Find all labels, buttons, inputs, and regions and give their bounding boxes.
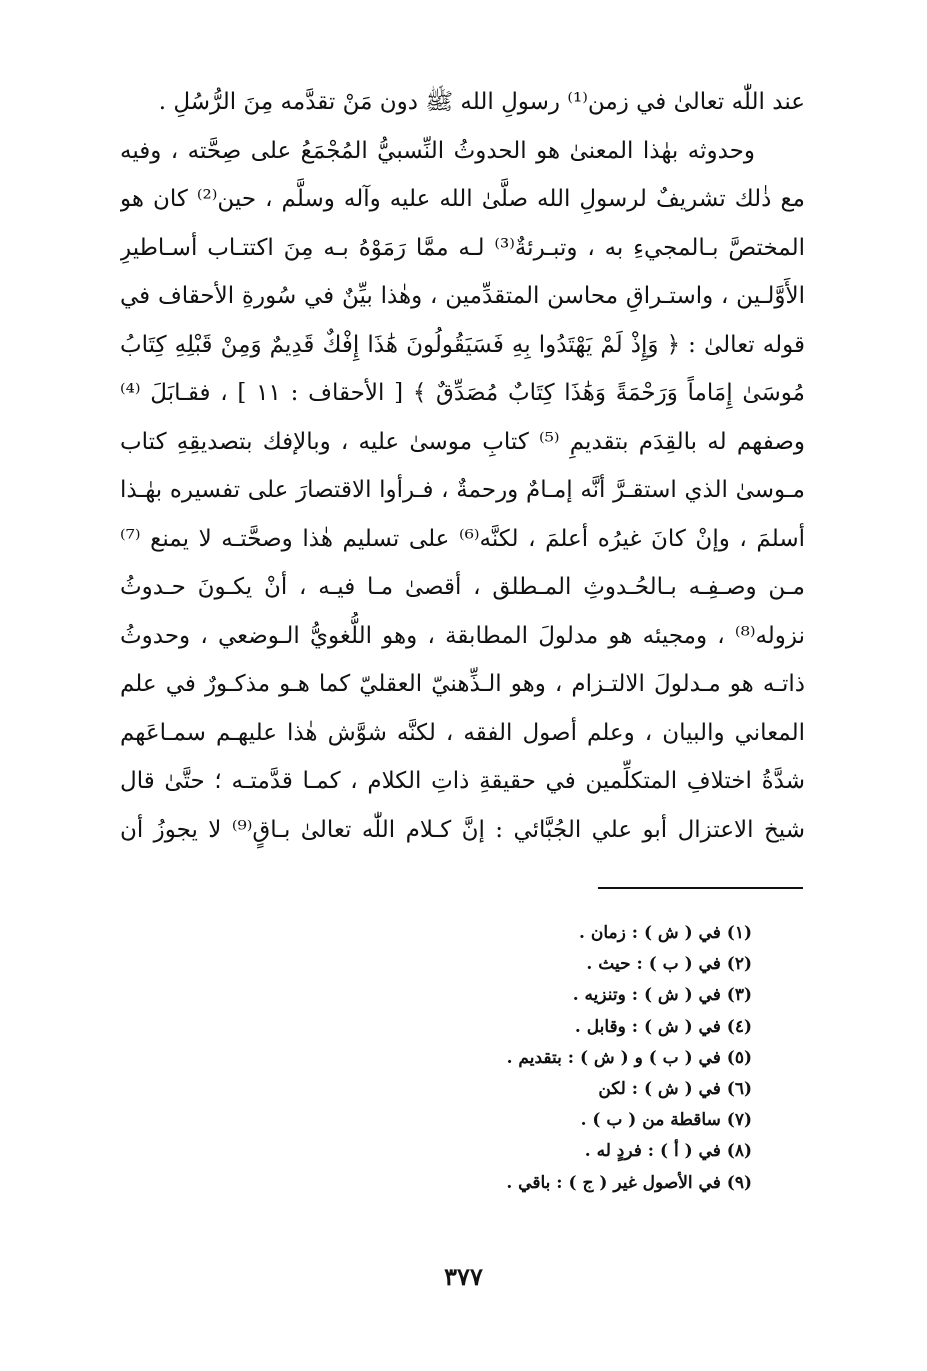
main-text [120,78,805,854]
footnote-divider [598,887,803,889]
footnote: (٢) في ( ب ) : حيث . [586,954,752,975]
text-line: مـن وصـفِـه بـالحُـدوثِ المـطلق ، أقصىٰ مـا فيـه ، أنْ يكـونَ حـدوثُ [120,574,805,600]
text-line: شيخ الاعتزال أبو علي الجُبَّائي : إنَّ كـلام اللّٰه تعالىٰ بـاقٍ⁽⁹⁾ لا يجوزُ أن [120,816,805,843]
text-line: وحدوثه بهٰذا المعنىٰ هو الحدوثُ النِّسبيُّ المُجْمَعُ على صِحَّته ، وفيه [120,137,755,164]
page-number: ٣٧٧ [444,1262,483,1291]
footnote: (٥) في ( ب ) و ( ش ) : بتقديم . [506,1047,752,1068]
footnote: (١) في ( ش ) : زمان . [579,923,752,943]
footnote: (٣) في ( ش ) : وتنزيه . [572,985,752,1006]
text-line: نزوله⁽⁸⁾ ، ومجيئه هو مدلولَ المطابقة ، وهو اللُّغويُّ الـوضعي ، وحدوثُ [120,622,805,649]
text-line: وصفهم له بالقِدَم بتقديمِ ⁽⁵⁾ كتابِ موسىٰ عليه ، وبالإفك بتصديقِهِ كتاب [120,428,805,455]
footnote: (٨) في ( أ ) : فردٍ له . [584,1141,752,1162]
text-line: مع ذٰلك تشريفٌ لرسولِ الله صلَّىٰ الله عليه وآله وسلَّم ، حين⁽²⁾ كان هو [120,186,805,212]
text-line: مُوسَىٰ إِمَاماً وَرَحْمَةً وَهَٰذَا كِتَابٌ مُصَدِّقٌ ﴾ [ الأحقاف : ١١ ] ، فقـابَلَ ⁽⁴⁾ [120,380,805,406]
text-line: عند اللّٰه تعالىٰ في زمن⁽¹⁾ رسولِ الله ﷺ دون مَنْ تقدَّمه مِنَ الرُّسُلِ . [158,89,805,115]
text-line: شدَّةُ اختلافِ المتكلِّمين في حقيقةِ ذاتِ الكلام ، كمـا قدَّمتـه ؛ حتَّىٰ قال [120,768,805,794]
text-line: أسلمَ ، وإنْ كانَ غيرُه أعلمَ ، لكنَّه⁽⁶⁾ على تسليم هٰذا وصحَّتـه لا يمنع ⁽⁷⁾ [120,525,805,552]
text-line: ذاتـه هو مـدلولَ الالتـزام ، وهو الـذِّهنيّ العقليّ كما هـو مذكـورٌ في علم [120,671,805,697]
text-line: قوله تعالىٰ : ﴿ وَإِذْ لَمْ يَهْتَدُوا بِهِ فَسَيَقُولُونَ هَٰذَا إِفْكٌ قَدِيمٌ وَمِنْ قَبْلِهِ كِتَابُ [120,331,805,358]
footnote: (٦) في ( ش ) : لكن [598,1078,752,1099]
footnote: (٩) في الأصول غير ( ج ) : باقي . [506,1172,752,1193]
text-line: مـوسىٰ الذي استقـرَّ أنَّه إمـامٌ ورحمةٌ ، فـرأوا الاقتصارَ على تفسيره بهٰـذا [120,477,805,503]
footnote: (٧) ساقطة من ( ب ) . [580,1110,752,1131]
text-line: المعاني والبيان ، وعلم أصول الفقه ، لكنَّه شوَّش هٰذا عليهـم سمـاعَهم [120,719,805,746]
footnote: (٤) في ( ش ) : وقابل . [574,1016,752,1037]
text-line: الأَوَّلـين ، واستـراقِ محاسن المتقدِّمين ، وهٰذا بيِّنٌ في سُورةِ الأحقاف في [120,283,805,309]
text-line: المختصَّ بـالمجيءِ به ، وتبـرئةٌ⁽³⁾ لـه ممَّا رَمَوْهُ بـه مِنَ اكتتـاب أسـاطيرِ [120,234,805,261]
footnotes-list [352,918,752,1199]
